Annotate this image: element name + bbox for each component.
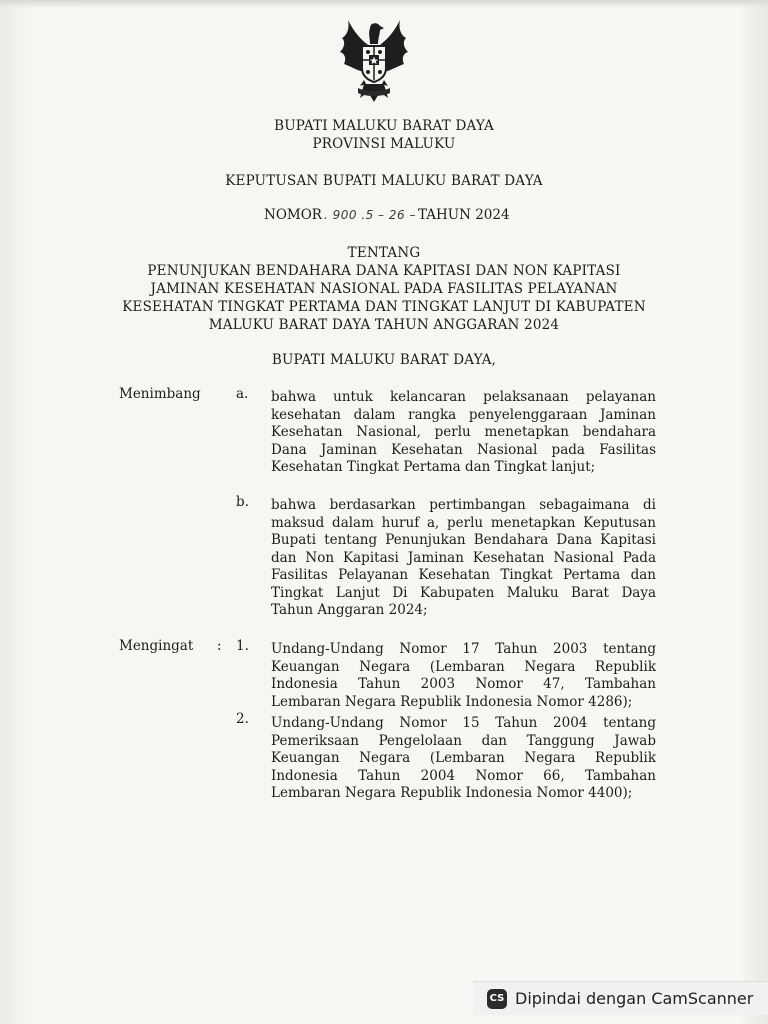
camscanner-watermark bbox=[473, 981, 768, 1015]
item-marker: 1. bbox=[236, 638, 249, 654]
paragraph-line: bahwa untuk kelancaran pelaksanaan pelayanan bbox=[271, 389, 656, 405]
item-marker: a. bbox=[236, 386, 249, 402]
subject-line: MALUKU BARAT DAYA TAHUN ANGGARAN 2024 bbox=[208, 317, 560, 333]
decree-year: TAHUN 2024 bbox=[417, 207, 510, 223]
mengingat-item-1 bbox=[271, 641, 656, 711]
subject-line: KESEHATAN TINGKAT PERTAMA DAN TINGKAT LANJUT DI KABUPATEN bbox=[122, 299, 646, 315]
paragraph-line: Fasilitas Pelayanan Kesehatan Tingkat Pertama dan bbox=[271, 567, 656, 583]
paragraph-line: Tingkat Lanjut Di Kabupaten Maluku Barat Daya bbox=[271, 584, 656, 601]
paragraph-line: dan Non Kapitasi Jaminan Kesehatan Nasional Pada bbox=[271, 549, 656, 566]
menimbang-label: Menimbang bbox=[119, 386, 201, 402]
paragraph-line: maksud dalam huruf a, perlu menetapkan Keputusan bbox=[271, 514, 656, 531]
menimbang-item-a bbox=[271, 389, 656, 477]
decree-number bbox=[264, 207, 510, 223]
tentang-label: TENTANG bbox=[347, 245, 421, 261]
paragraph-line: Indonesia Tahun 2003 Nomor 47, Tambahan bbox=[271, 676, 656, 692]
decree-title: KEPUTUSAN BUPATI MALUKU BARAT DAYA bbox=[225, 173, 543, 189]
province-title: PROVINSI MALUKU bbox=[312, 136, 456, 152]
paragraph-line: Bupati tentang Penunjukan Bendahara Dana Kapitasi bbox=[271, 532, 656, 548]
subject-line: JAMINAN KESEHATAN NASIONAL PADA FASILITAS PELAYANAN bbox=[150, 281, 618, 297]
paragraph-line: bahwa berdasarkan pertimbangan sebagaimana di bbox=[271, 497, 656, 513]
nomor-label: NOMOR bbox=[264, 207, 322, 223]
paragraph-line: Kesehatan Nasional, perlu menetapkan bendahara bbox=[271, 424, 656, 440]
paragraph-line: Keuangan Negara (Lembaran Negara Republik bbox=[271, 658, 656, 675]
paragraph-line: Lembaran Negara Republik Indonesia Nomor 4400); bbox=[271, 785, 633, 801]
paragraph-line: Keuangan Negara (Lembaran Negara Republik bbox=[271, 750, 656, 766]
paragraph-line: Dana Jaminan Kesehatan Nasional pada Fasilitas bbox=[271, 441, 656, 458]
garuda-emblem-icon bbox=[334, 14, 414, 106]
paragraph-line: Undang-Undang Nomor 17 Tahun 2003 tentang bbox=[271, 641, 656, 657]
handwritten-number: . 900 .5 – 26 – bbox=[323, 208, 416, 222]
paragraph-line: kesehatan dalam rangka penyelenggaraan Jaminan bbox=[271, 406, 656, 423]
mengingat-label: Mengingat bbox=[119, 638, 194, 654]
subject-line: PENUNJUKAN BENDAHARA DANA KAPITASI DAN NON KAPITASI bbox=[147, 263, 621, 279]
camscanner-logo-icon: CS bbox=[487, 989, 507, 1009]
menimbang-item-b bbox=[271, 497, 656, 620]
paragraph-line: Kesehatan Tingkat Pertama dan Tingkat lanjut; bbox=[271, 459, 596, 475]
item-marker: 2. bbox=[236, 711, 249, 727]
tentang-block bbox=[0, 244, 768, 334]
item-marker: b. bbox=[236, 494, 249, 510]
office-title: BUPATI MALUKU BARAT DAYA bbox=[274, 118, 494, 134]
paragraph-line: Undang-Undang Nomor 15 Tahun 2004 tentang bbox=[271, 715, 656, 731]
colon: : bbox=[217, 638, 222, 654]
scan-edge-shadow bbox=[0, 0, 768, 8]
paragraph-line: Pemeriksaan Pengelolaan dan Tanggung Jawab bbox=[271, 732, 656, 749]
authority-heading: BUPATI MALUKU BARAT DAYA, bbox=[271, 352, 497, 368]
paragraph-line: Tahun Anggaran 2024; bbox=[271, 602, 428, 618]
watermark-text: Dipindai dengan CamScanner bbox=[515, 989, 754, 1008]
paragraph-line: Lembaran Negara Republik Indonesia Nomor 4286); bbox=[271, 693, 633, 710]
paragraph-line: Indonesia Tahun 2004 Nomor 66, Tambahan bbox=[271, 767, 656, 784]
mengingat-item-2 bbox=[271, 715, 656, 803]
